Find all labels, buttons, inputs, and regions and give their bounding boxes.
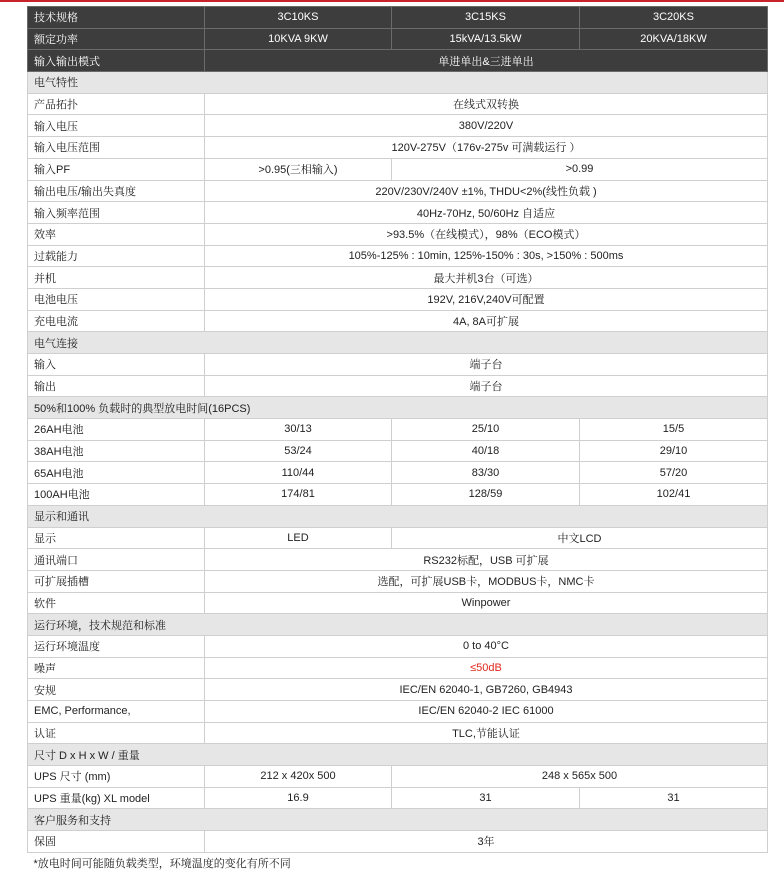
row-value: 选配，可扩展USB卡，MODBUS卡，NMC卡 [205,570,768,592]
row-label: 充电电流 [28,310,205,332]
table-row [28,158,768,180]
section-title: 尺寸 D x H x W / 重量 [28,744,768,766]
row-label: 产品拓扑 [28,93,205,115]
io-mode-value: 单进单出&三进单出 [205,50,768,72]
row-value: 220V/230V/240V ±1%, THDU<2%(线性负载 ) [205,180,768,202]
table-row [28,766,768,788]
runtime-value: 102/41 [580,484,768,506]
row-label: 额定功率 [28,28,205,50]
top-accent-line [0,0,784,2]
row-value: >0.99 [392,158,768,180]
header-row-model [28,7,768,29]
table-row [28,679,768,701]
section-header-dimensions [28,744,768,766]
table-row [28,831,768,853]
table-row [28,440,768,462]
row-value: >0.95(三相输入) [205,158,392,180]
table-row [28,484,768,506]
runtime-value: 40/18 [392,440,580,462]
table-row [28,310,768,332]
footnote: *放电时间可能随负载类型，环境温度的变化有所不同 [33,858,291,871]
row-value: 192V, 216V,240V可配置 [205,288,768,310]
row-value: IEC/EN 62040-1, GB7260, GB4943 [205,679,768,701]
header-row-io-mode [28,50,768,72]
section-title: 电气特性 [28,72,768,94]
table-row [28,93,768,115]
row-label: 并机 [28,267,205,289]
row-label: 运行环境温度 [28,635,205,657]
row-value: 在线式双转换 [205,93,768,115]
row-label: 通讯端口 [28,549,205,571]
row-value: 40Hz-70Hz, 50/60Hz 自适应 [205,202,768,224]
row-label: 38AH电池 [28,440,205,462]
table-row [28,462,768,484]
section-title: 客户服务和支持 [28,809,768,831]
row-value: 中文LCD [392,527,768,549]
table-row [28,570,768,592]
weight-value: 16.9 [205,787,392,809]
section-header-runtime [28,397,768,419]
row-value: LED [205,527,392,549]
row-label: 100AH电池 [28,484,205,506]
row-label: 安规 [28,679,205,701]
section-header-connection [28,332,768,354]
weight-value: 31 [580,787,768,809]
row-value: 最大并机3台（可选） [205,267,768,289]
row-label: 保固 [28,831,205,853]
runtime-value: 83/30 [392,462,580,484]
row-label: 认证 [28,722,205,744]
section-title: 显示和通讯 [28,505,768,527]
table-row [28,354,768,376]
runtime-value: 110/44 [205,462,392,484]
row-label: UPS 尺寸 (mm) [28,766,205,788]
table-row [28,722,768,744]
table-row [28,245,768,267]
table-row [28,635,768,657]
power-value: 15kVA/13.5kW [392,28,580,50]
section-title: 电气连接 [28,332,768,354]
table-row [28,288,768,310]
runtime-value: 53/24 [205,440,392,462]
row-value: 212 x 420x 500 [205,766,392,788]
row-value: >93.5%（在线模式），98%（ECO模式） [205,223,768,245]
row-label: 过载能力 [28,245,205,267]
runtime-value: 15/5 [580,419,768,441]
runtime-value: 128/59 [392,484,580,506]
row-label: 噪声 [28,657,205,679]
row-label: 可扩展插槽 [28,570,205,592]
model-3c20ks: 3C20KS [580,7,768,29]
power-value: 10KVA 9KW [205,28,392,50]
footnote-row [28,852,768,873]
table-row [28,787,768,809]
table-row [28,419,768,441]
row-label: EMC, Performance, [28,701,205,723]
noise-value: ≤50dB [205,657,768,679]
row-value: RS232标配，USB 可扩展 [205,549,768,571]
runtime-value: 29/10 [580,440,768,462]
table-row [28,137,768,159]
row-label: 效率 [28,223,205,245]
row-label: 65AH电池 [28,462,205,484]
table-row [28,657,768,679]
row-value: 248 x 565x 500 [392,766,768,788]
section-header-environment [28,614,768,636]
runtime-value: 25/10 [392,419,580,441]
section-header-electrical [28,72,768,94]
runtime-value: 174/81 [205,484,392,506]
row-value: TLC,节能认证 [205,722,768,744]
row-label: 输入 [28,354,205,376]
table-row [28,592,768,614]
row-label: 输入电压范围 [28,137,205,159]
runtime-value: 57/20 [580,462,768,484]
section-header-display [28,505,768,527]
row-value: Winpower [205,592,768,614]
row-label: 显示 [28,527,205,549]
row-label: 输入电压 [28,115,205,137]
table-row [28,180,768,202]
row-label: 26AH电池 [28,419,205,441]
power-value: 20KVA/18KW [580,28,768,50]
row-value: 端子台 [205,354,768,376]
table-row [28,223,768,245]
table-row [28,549,768,571]
table-row [28,375,768,397]
row-label: 输入输出模式 [28,50,205,72]
row-label: UPS 重量(kg) XL model [28,787,205,809]
weight-value: 31 [392,787,580,809]
table-row [28,527,768,549]
row-value: 4A, 8A可扩展 [205,310,768,332]
section-title: 运行环境，技术规范和标准 [28,614,768,636]
row-value: 120V-275V（176v-275v 可满载运行 ） [205,137,768,159]
row-value: 0 to 40°C [205,635,768,657]
row-label: 输入频率范围 [28,202,205,224]
model-3c15ks: 3C15KS [392,7,580,29]
header-row-power [28,28,768,50]
row-label: 技术规格 [28,7,205,29]
runtime-value: 30/13 [205,419,392,441]
row-label: 输出电压/输出失真度 [28,180,205,202]
row-value: 380V/220V [205,115,768,137]
row-value: 3年 [205,831,768,853]
section-header-service [28,809,768,831]
model-3c10ks: 3C10KS [205,7,392,29]
table-row [28,115,768,137]
row-value: 端子台 [205,375,768,397]
row-value: 105%-125% : 10min, 125%-150% : 30s, >150% : 500ms [205,245,768,267]
spec-table [27,6,768,874]
table-row [28,701,768,723]
row-label: 电池电压 [28,288,205,310]
table-row [28,202,768,224]
row-label: 软件 [28,592,205,614]
section-title: 50%和100% 负载时的典型放电时间(16PCS) [28,397,768,419]
row-label: 输出 [28,375,205,397]
row-label: 输入PF [28,158,205,180]
table-row [28,267,768,289]
row-value: IEC/EN 62040-2 IEC 61000 [205,701,768,723]
